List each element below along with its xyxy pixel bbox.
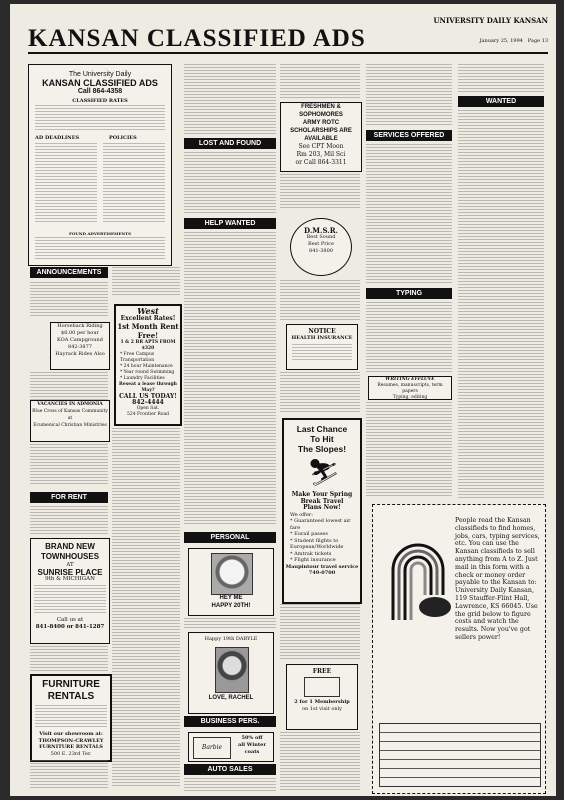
rates-box [28, 64, 172, 266]
announcements-header: ANNOUNCEMENTS [30, 267, 108, 278]
hey-me-ad: HEY ME HAPPY 20TH! [188, 548, 274, 616]
help-wanted-header: HELP WANTED [184, 218, 276, 229]
auto-sales-header: AUTO SALES [184, 764, 276, 775]
rates-line2: KANSAN CLASSIFIED ADS [42, 78, 158, 88]
deadlines-text [35, 143, 97, 223]
help-wanted-text [184, 232, 276, 524]
rates-line3: Call 864-4358 [77, 88, 123, 95]
masthead [28, 26, 548, 54]
army-rotc-ad: FRESHMEN & SOPHOMORES ARMY ROTC SCHOLARSHIPS ARE AVAILABLE See CPT Moon Rm 203, Mil Sci or Call 864-3311 [280, 102, 362, 172]
personal-header: PERSONAL [184, 532, 276, 543]
announcement-text-1 [30, 282, 108, 318]
for-rent-text-3 [30, 760, 108, 790]
col4-text-5 [280, 604, 360, 660]
announcement-text-3 [30, 444, 108, 486]
for-rent-text-1 [30, 506, 108, 536]
writing-ad: WRITING EFFLUVE Resumes, manuscripts, term papers Typing, editing [368, 376, 452, 400]
rainbow-ad-text: People read the Kansan classifieds to find homes, jobs, cars, typing services, etc. You can use the Kansan classifieds to sell anything from A to Z. Just mail in this form with a check or money order payable to the Kansan to: University Daily Kansan, 119 Stauffer-Flint Hall, Lawrence, KS 66045. Use the grid below to figure costs and watch the results. Now you've got sellers power! [455, 517, 540, 641]
col5-text-1 [366, 64, 452, 126]
for-rent-header: FOR RENT [30, 492, 108, 503]
rainbow-pot-illustration [383, 515, 453, 625]
furniture-ad: FURNITURE RENTALS Visit our showroom at: THOMPSON-CRAWLEY FURNITURE RENTALS 500 E. 23rd Ter. [30, 674, 112, 762]
townhouses-ad: BRAND NEW TOWNHOUSES AT SUNRISE PLACE 9th & MICHIGAN Call us at 841-8400 or 841-1287 [30, 538, 110, 644]
notice-ad: NOTICE HEALTH INSURANCE [286, 324, 358, 370]
services-header: SERVICES OFFERED [366, 130, 452, 141]
auto-sales-text [184, 778, 276, 792]
col6-text-1 [458, 64, 544, 92]
col4-text-6 [280, 732, 360, 792]
barbie-ad: Barbie 50% off all Winter coats [188, 732, 274, 762]
typing-header: TYPING [366, 288, 452, 299]
horseback-ad: Horseback Riding $6.00 per hour KOA Campground 842-3877 Hayrack Rides Also [50, 322, 110, 370]
policies-title: POLICIES [109, 135, 137, 141]
skier-icon: ⛷ [307, 458, 341, 488]
found-text [35, 237, 165, 259]
dmsr-ad: D.M.S.R. Best Sound Best Price 841-3800 [290, 218, 352, 276]
typing-text [366, 302, 452, 372]
page-date: January 25, 1994 Page 13 [479, 38, 548, 44]
personal-text-1 [184, 618, 276, 630]
deadlines-title: AD DEADLINES [35, 135, 80, 141]
policies-text [103, 143, 165, 223]
col3-text-1 [184, 64, 276, 134]
masthead-right: UNIVERSITY DAILY KANSAN [433, 16, 548, 25]
free-membership-ad: FREE 2 for 1 Membership on 1st visit only [286, 664, 358, 730]
lost-found-text [184, 152, 276, 214]
rates-line1: The University Daily [68, 71, 132, 78]
daryle-photo [215, 647, 249, 693]
business-header: BUSINESS PERS. [184, 716, 276, 727]
rates-table [35, 105, 165, 130]
masthead-title: KANSAN CLASSIFIED ADS [28, 25, 366, 52]
order-form [379, 723, 541, 787]
services-text [366, 144, 452, 284]
typing-text-3 [366, 402, 452, 498]
col4-text-2 [280, 174, 360, 210]
col2-text-1 [112, 267, 180, 297]
slopes-ad: Last Chance To Hit The Slopes! ⛷ Make Your Spring Break Travel Plans Now! We offer: * Guaranteed lowest air fare * Eurail passes * Student flights to European/Worldwide * Amtrak tickets * Flight insurance Maupintour travel service 749-0700 [282, 418, 362, 604]
west-apartments-ad: West Excellent Rates! 1st Month Rent Free! 1 & 2 BR APTS FROM $320 * Free Campus Transportation * 24 hour Maintenance * Year round Swimming * Laundry Facilities Reseat a lease through May? CALL US TODAY! 842-4444 Open Sat. 524 Frontier Road [114, 304, 182, 426]
vacancies-ad: VACANCIES IN ADMONIA Blue Cross of Kansas Community at Ecumenical Christian Ministries [30, 400, 110, 442]
for-rent-text-2 [30, 646, 108, 672]
col2-text-2 [112, 428, 180, 788]
col4-text-3 [280, 280, 360, 320]
wanted-header: WANTED [458, 96, 544, 107]
hey-me-photo [211, 553, 253, 595]
found-title: FOUND ADVERTISEMENTS [69, 231, 132, 236]
col4-text-1 [280, 64, 360, 98]
daryle-ad: Happy 19th DARYLE LOVE, RACHEL [188, 632, 274, 714]
rainbow-form-ad [372, 504, 546, 794]
lost-found-header: LOST AND FOUND [184, 138, 276, 149]
newspaper-page [10, 4, 556, 796]
col4-text-4 [280, 372, 360, 414]
announcement-text-2 [30, 372, 108, 400]
rates-title: CLASSIFIED RATES [72, 98, 128, 104]
wanted-text [458, 110, 544, 498]
